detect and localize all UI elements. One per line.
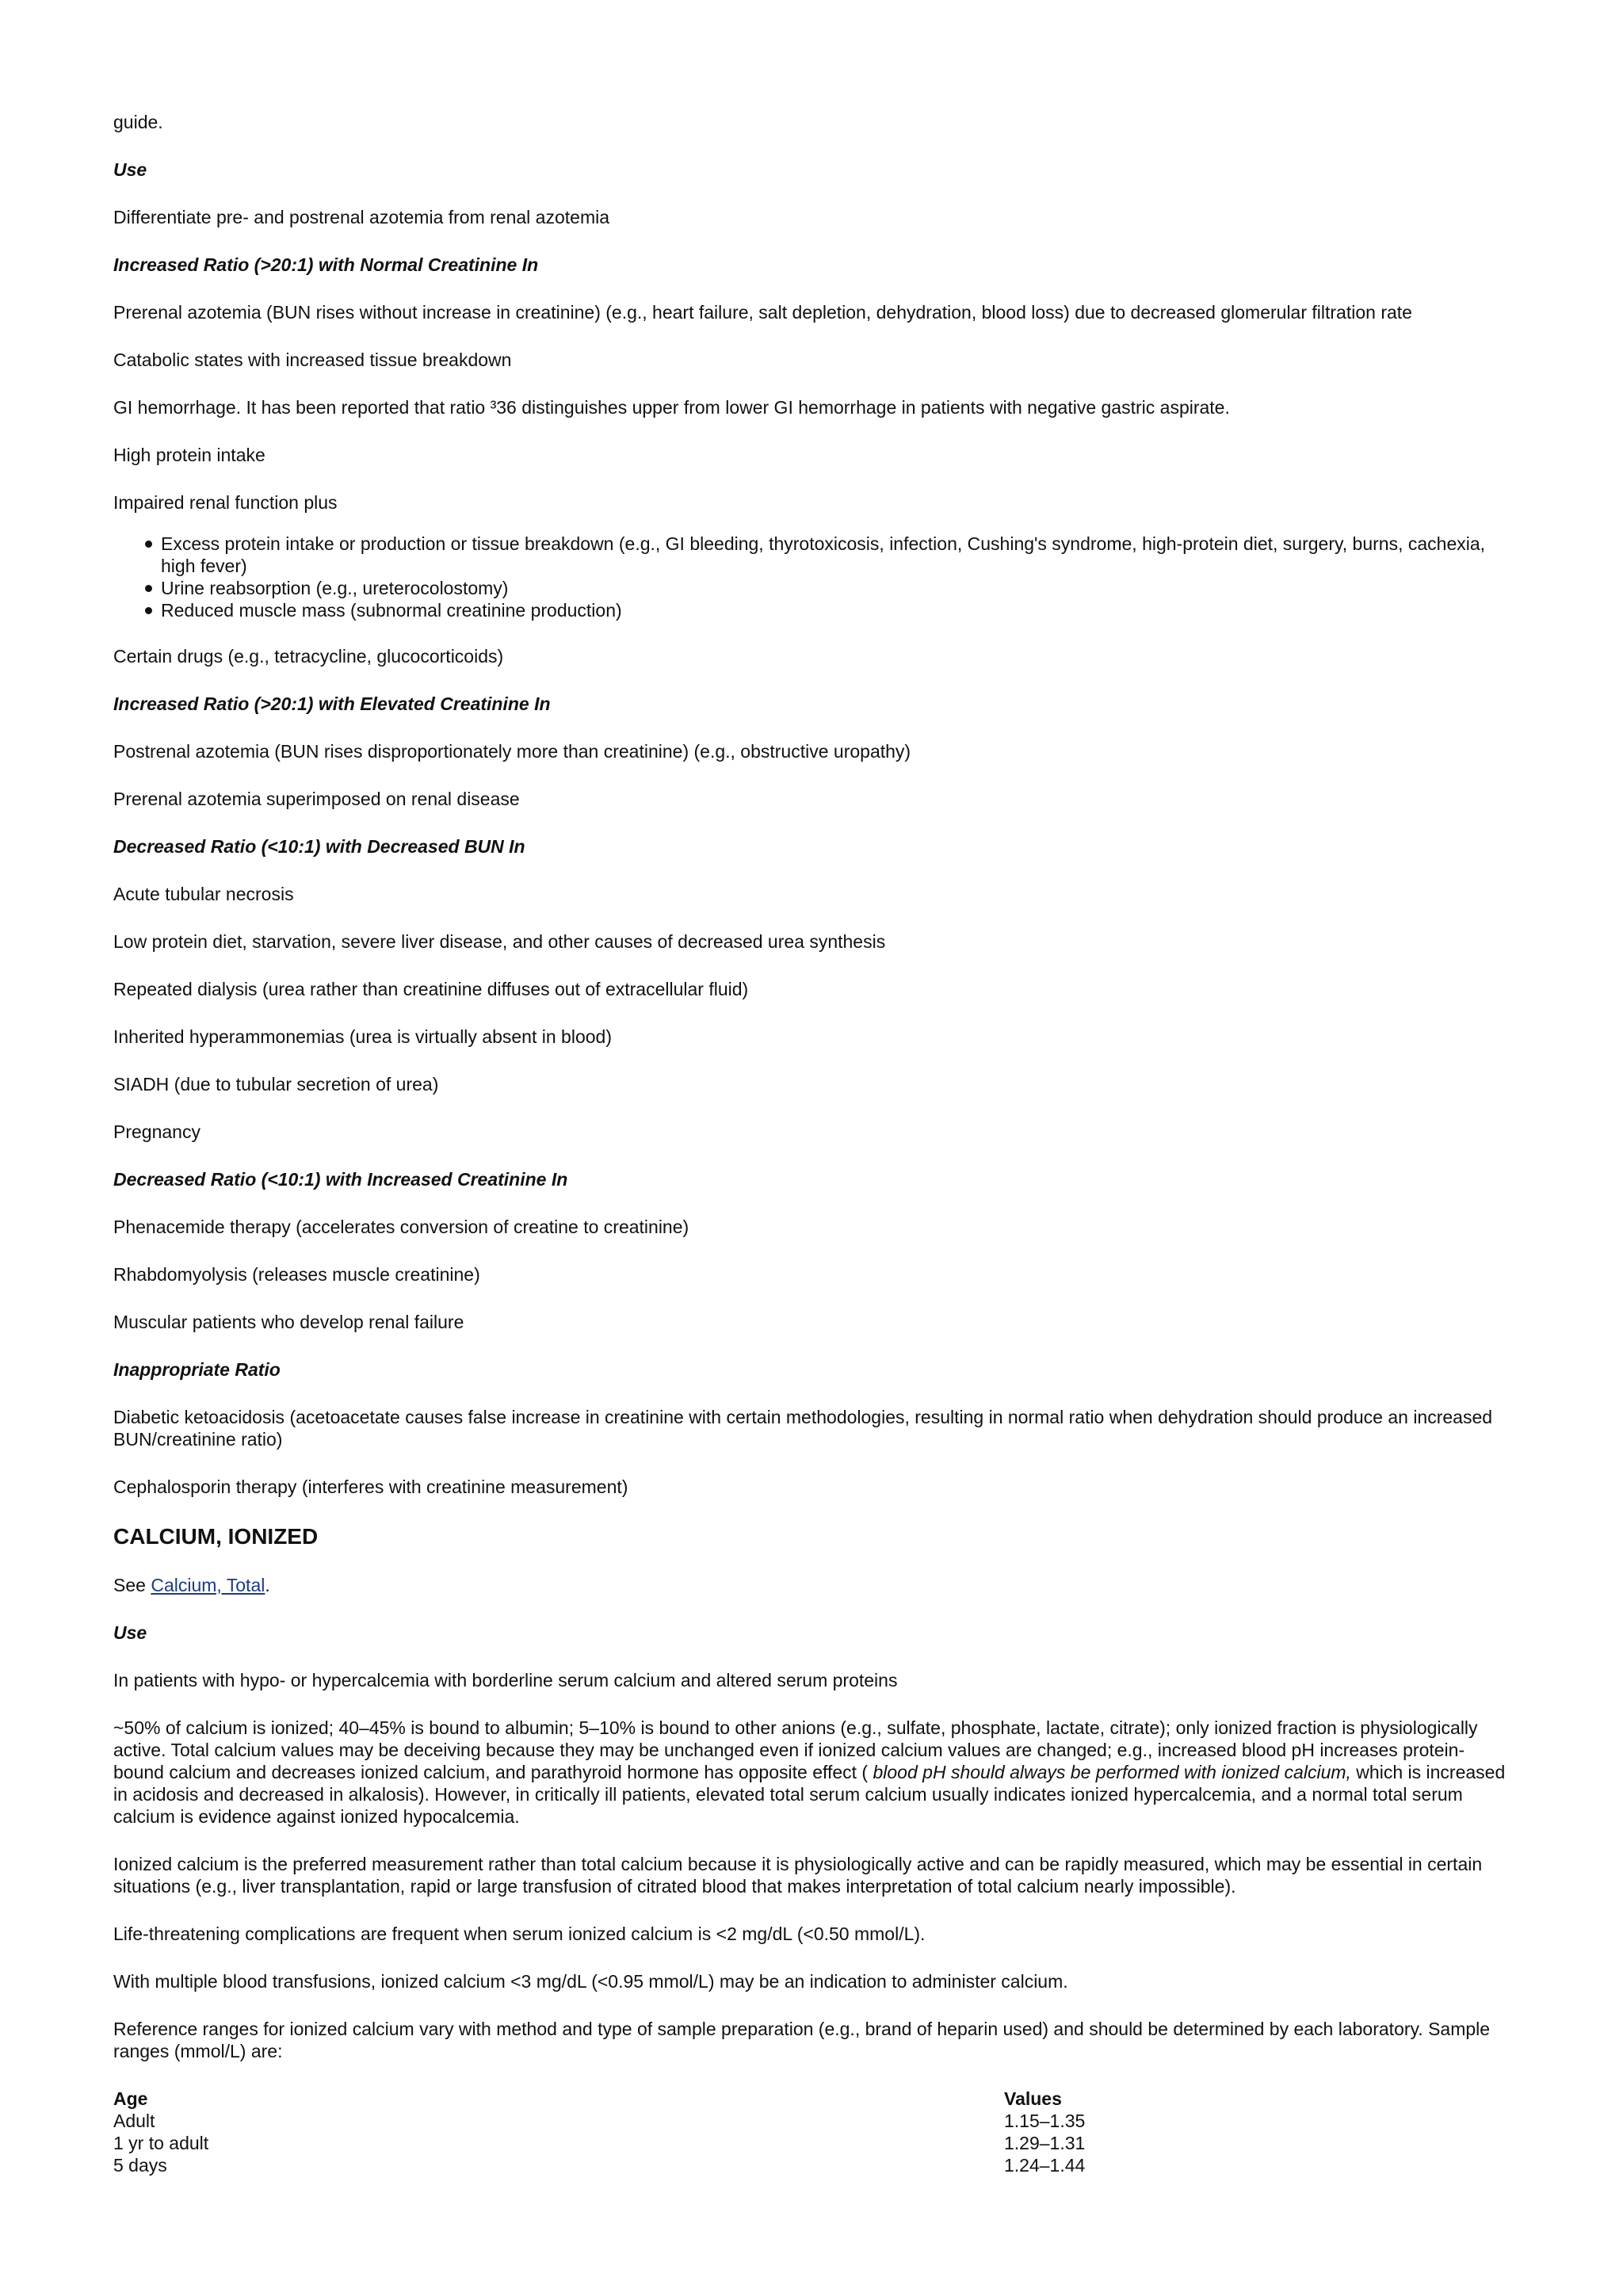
use-heading: Use xyxy=(113,159,147,180)
paragraph: Reference ranges for ionized calcium vary with method and type of sample preparation (e.g., brand of heparin used) and should be determined by each laboratory. Sample ranges (mmol/L) are: xyxy=(113,2019,1491,2061)
use-heading: Use xyxy=(113,1622,147,1643)
table-cell: 1 yr to adult xyxy=(113,2133,209,2153)
paragraph: Muscular patients who develop renal failure xyxy=(113,1312,464,1332)
paragraph: Catabolic states with increased tissue breakdown xyxy=(113,350,512,370)
section-heading-decreased-bun: Decreased Ratio (<10:1) with Decreased BUN In xyxy=(113,836,525,857)
paragraph: High protein intake xyxy=(113,445,265,465)
section-title-calcium-ionized: CALCIUM, IONIZED xyxy=(113,1524,319,1549)
values-column xyxy=(1004,2088,1085,2176)
section-heading-decreased-creatinine: Decreased Ratio (<10:1) with Increased Creatinine In xyxy=(113,1169,568,1190)
document-page xyxy=(113,111,1508,2176)
section-heading-inappropriate: Inappropriate Ratio xyxy=(113,1359,281,1380)
paragraph: Phenacemide therapy (accelerates conversion of creatine to creatinine) xyxy=(113,1217,689,1237)
table-header-age: Age xyxy=(113,2088,148,2109)
use-text: Differentiate pre- and postrenal azotemia from renal azotemia xyxy=(113,207,610,227)
table-cell: 5 days xyxy=(113,2155,167,2176)
section-heading-increased-normal: Increased Ratio (>20:1) with Normal Creatinine In xyxy=(113,254,539,275)
paragraph: Repeated dialysis (urea rather than creatinine diffuses out of extracellular fluid) xyxy=(113,979,749,999)
table-cell: 1.29–1.31 xyxy=(1004,2133,1086,2153)
paragraph xyxy=(113,1717,1508,1828)
emphasis-text: blood pH should always be performed with ionized calcium, xyxy=(873,1762,1351,1782)
bullet-item: Reduced muscle mass (subnormal creatinine production) xyxy=(113,599,1508,621)
use-text: In patients with hypo- or hypercalcemia with borderline serum calcium and altered serum proteins xyxy=(113,1670,898,1690)
paragraph: Certain drugs (e.g., tetracycline, glucocorticoids) xyxy=(113,646,504,667)
paragraph-text: which is increased in acidosis and decreased in alkalosis). However, in critically ill patients, elevated total serum calcium usually indicates ionized hypercalcemia, and a normal total serum calcium is evidence against ionized hypocalcemia. xyxy=(113,1762,1506,1827)
bullet-item: Urine reabsorption (e.g., ureterocolostomy) xyxy=(113,577,1508,599)
paragraph: Prerenal azotemia superimposed on renal disease xyxy=(113,789,520,809)
bullet-list xyxy=(113,533,1508,621)
paragraph: Pregnancy xyxy=(113,1121,200,1142)
table-cell: Adult xyxy=(113,2111,155,2131)
table-header-values: Values xyxy=(1004,2088,1062,2109)
bullet-item: Excess protein intake or production or tissue breakdown (e.g., GI bleeding, thyrotoxicosis, infection, Cushing's syndrome, high-protein diet, surgery, burns, cachexia, high fever) xyxy=(113,533,1508,577)
paragraph: Life-threatening complications are frequent when serum ionized calcium is <2 mg/dL (<0.50 mmol/L). xyxy=(113,1924,926,1944)
paragraph: Rhabdomyolysis (releases muscle creatinine) xyxy=(113,1264,480,1285)
paragraph: Inherited hyperammonemias (urea is virtually absent in blood) xyxy=(113,1026,612,1047)
paragraph: Ionized calcium is the preferred measurement rather than total calcium because it is physiologically active and can be rapidly measured, which may be essential in certain situations (e.g., liver transplantation, rapid or large transfusion of citrated blood that makes interpretation of total calcium nearly impossible). xyxy=(113,1854,1483,1897)
paragraph: Low protein diet, starvation, severe liver disease, and other causes of decreased urea synthesis xyxy=(113,931,886,952)
paragraph: Prerenal azotemia (BUN rises without increase in creatinine) (e.g., heart failure, salt depletion, dehydration, blood loss) due to decreased glomerular filtration rate xyxy=(113,302,1412,323)
see-also xyxy=(113,1574,1508,1596)
paragraph: GI hemorrhage. It has been reported that ratio ³36 distinguishes upper from lower GI hemorrhage in patients with negative gastric aspirate. xyxy=(113,397,1230,418)
paragraph: Diabetic ketoacidosis (acetoacetate causes false increase in creatinine with certain methodologies, resulting in normal ratio when dehydration should produce an increased BUN/creatinine ratio) xyxy=(113,1407,1493,1450)
paragraph: SIADH (due to tubular secretion of urea) xyxy=(113,1074,439,1095)
age-column xyxy=(113,2088,208,2176)
paragraph: Postrenal azotemia (BUN rises disproportionately more than creatinine) (e.g., obstructive uropathy) xyxy=(113,741,911,762)
reference-range-table xyxy=(113,2088,1508,2176)
paragraph: Impaired renal function plus xyxy=(113,492,338,513)
paragraph: With multiple blood transfusions, ionized calcium <3 mg/dL (<0.95 mmol/L) may be an indication to administer calcium. xyxy=(113,1971,1068,1992)
paragraph: Acute tubular necrosis xyxy=(113,884,294,904)
paragraph: Cephalosporin therapy (interferes with creatinine measurement) xyxy=(113,1477,628,1497)
paragraph-text: ~50% of calcium is ionized; 40–45% is bound to albumin; 5–10% is bound to other anions (e.g., sulfate, phosphate, lactate, citrate); only ionized fraction is physiologically active. Total calcium values may be deceiving because they may be unchanged even if ionized calcium values are changed; e.g., increased blood pH increases protein-bound calcium and decreases ionized calcium, and parathyroid hormone has opposite effect ( xyxy=(113,1717,1478,1782)
table-cell: 1.15–1.35 xyxy=(1004,2111,1086,2131)
see-suffix: . xyxy=(265,1575,270,1595)
section-heading-increased-elevated: Increased Ratio (>20:1) with Elevated Creatinine In xyxy=(113,693,551,714)
top-fragment: guide. xyxy=(113,112,163,132)
see-prefix: See xyxy=(113,1575,151,1595)
table-cell: 1.24–1.44 xyxy=(1004,2155,1086,2176)
calcium-total-link[interactable]: Calcium, Total xyxy=(151,1575,265,1595)
